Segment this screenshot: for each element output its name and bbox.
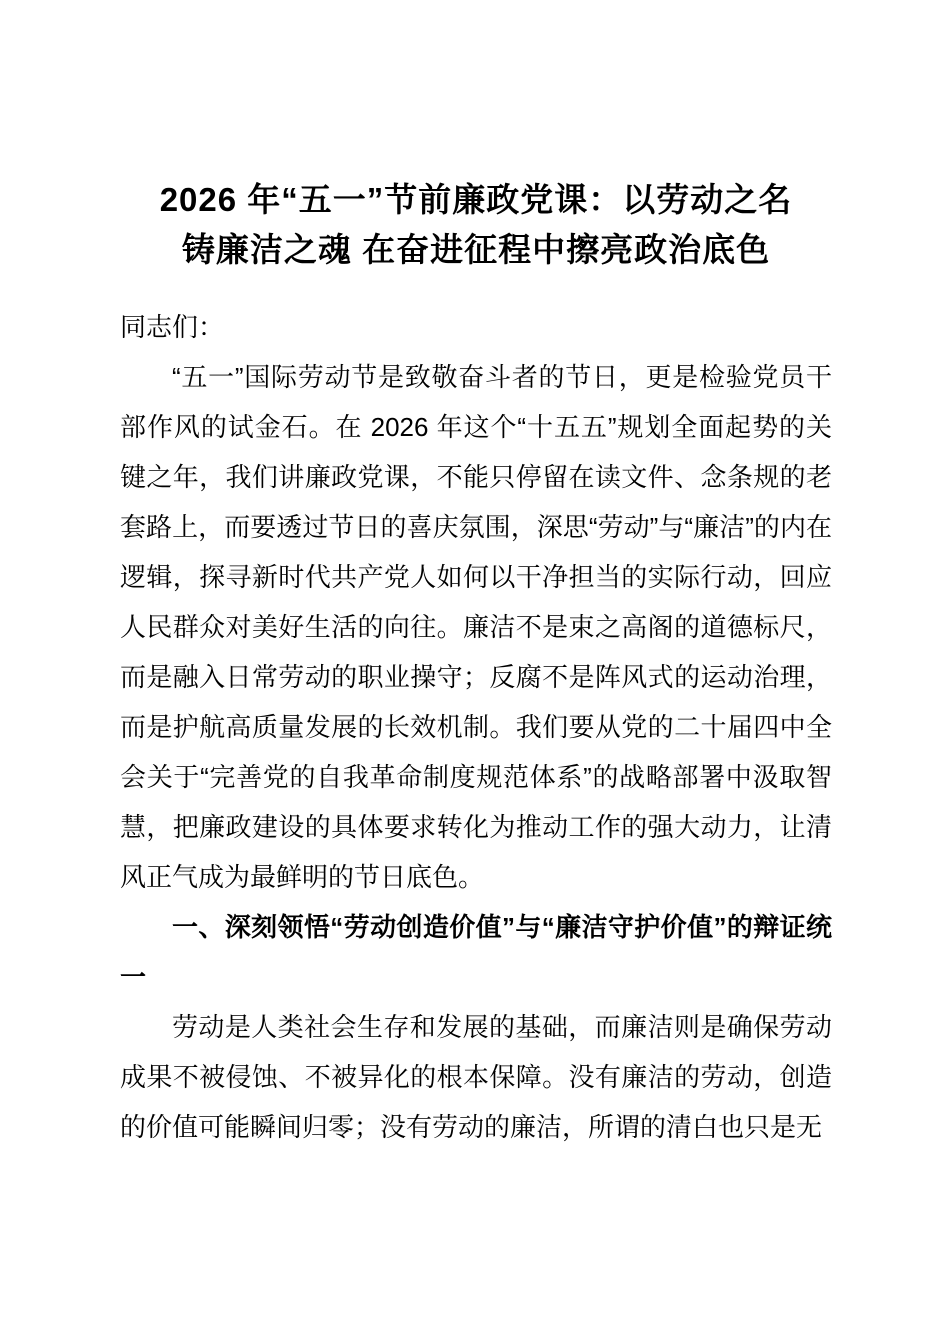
- paragraph-labor-value: 劳动是人类社会生存和发展的基础，而廉洁则是确保劳动成果不被侵蚀、不被异化的根本保障。没有廉洁的劳动，创造的价值可能瞬间归零；没有劳动的廉洁，所谓的清白也只是无: [120, 1012, 832, 1142]
- document-title: [120, 175, 832, 275]
- document-title-line-1: 2026 年“五一”节前廉政党课：以劳动之名: [159, 181, 793, 218]
- document-body: [120, 302, 832, 1152]
- section-heading-1: 一、深刻领悟“劳动创造价值”与“廉洁守护价值”的辩证统一: [120, 912, 832, 992]
- salutation: 同志们：: [120, 312, 225, 342]
- paragraph-intro: “五一”国际劳动节是致敬奋斗者的节日，更是检验党员干部作风的试金石。在 2026 年这个“十五五”规划全面起势的关键之年，我们讲廉政党课，不能只停留在读文件、念条规的老套路上，而要透过节日的喜庆氛围，深思“劳动”与“廉洁”的内在逻辑，探寻新时代共产党人如何以干净担当的实际行动，回应人民群众对美好生活的向往。廉洁不是束之高阁的道德标尺，而是融入日常劳动的职业操守；反腐不是阵风式的运动治理，而是护航高质量发展的长效机制。我们要从党的二十届四中全会关于“完善党的自我革命制度规范体系”的战略部署中汲取智慧，把廉政建设的具体要求转化为推动工作的强大动力，让清风正气成为最鲜明的节日底色。: [120, 362, 832, 892]
- document-title-line-2: 铸廉洁之魂 在奋进征程中擦亮政治底色: [181, 231, 771, 268]
